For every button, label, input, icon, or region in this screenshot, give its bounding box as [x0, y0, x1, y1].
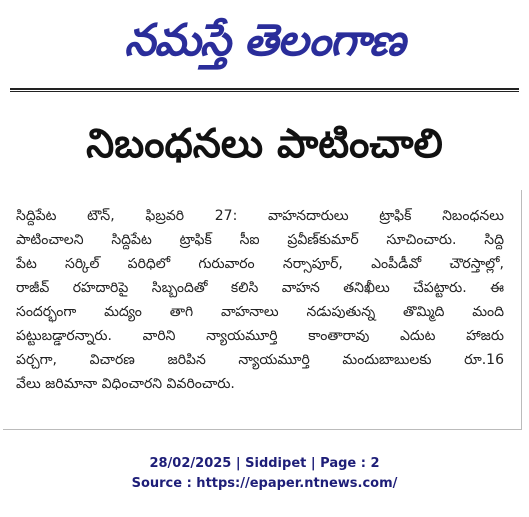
- article-line: సిద్దిపేట టౌన్, ఫిబ్రవరి 27: వాహనదారులు ట్రాఫిక్ నిబంధనలు: [16, 208, 504, 224]
- article-line: పాటించాలని సిద్దిపేట ట్రాఫిక్ సీఐ ప్రవీణ్‌కుమార్ సూచించారు. సిద్ది: [16, 232, 504, 248]
- article-body: [16, 204, 504, 396]
- article-line: పర్చగా, విచారణ జరిపిన న్యాయమూర్తి మందుబాబులకు రూ.16: [16, 352, 504, 368]
- article-line: పట్టుబడ్డారన్నారు. వారిని న్యాయమూర్తి కాంతారావు ఎదుట హాజరు: [16, 328, 504, 344]
- source-footer: [0, 454, 529, 494]
- article-line: వేలు జరిమానా విధించారని వివరించారు.: [16, 376, 235, 392]
- article-line: పేట సర్కిల్ పరిధిలో గురువారం నర్సాపూర్, ఎంపీడీవో చౌరస్తాల్లో,: [16, 256, 504, 272]
- article-headline: నిబంధనలు పాటించాలి: [86, 121, 443, 167]
- masthead-divider-thin: [10, 91, 519, 92]
- date-edition-line: 28/02/2025 | Siddipet | Page : 2: [149, 456, 380, 471]
- newspaper-title: నమస్తే తెలంగాణ: [124, 15, 405, 66]
- article-line: రాజీవ్ రహదారిపై సిబ్బందితో కలిసి వాహన తనిఖీలు చేపట్టారు. ఈ: [16, 280, 504, 296]
- article-line: సందర్భంగా మద్యం తాగి వాహనాలు నడుపుతున్న తొమ్మిది మంది: [16, 304, 504, 320]
- masthead-logo: [0, 6, 529, 76]
- source-url-line: Source : https://epaper.ntnews.com/: [131, 476, 398, 491]
- masthead-divider: [10, 88, 519, 90]
